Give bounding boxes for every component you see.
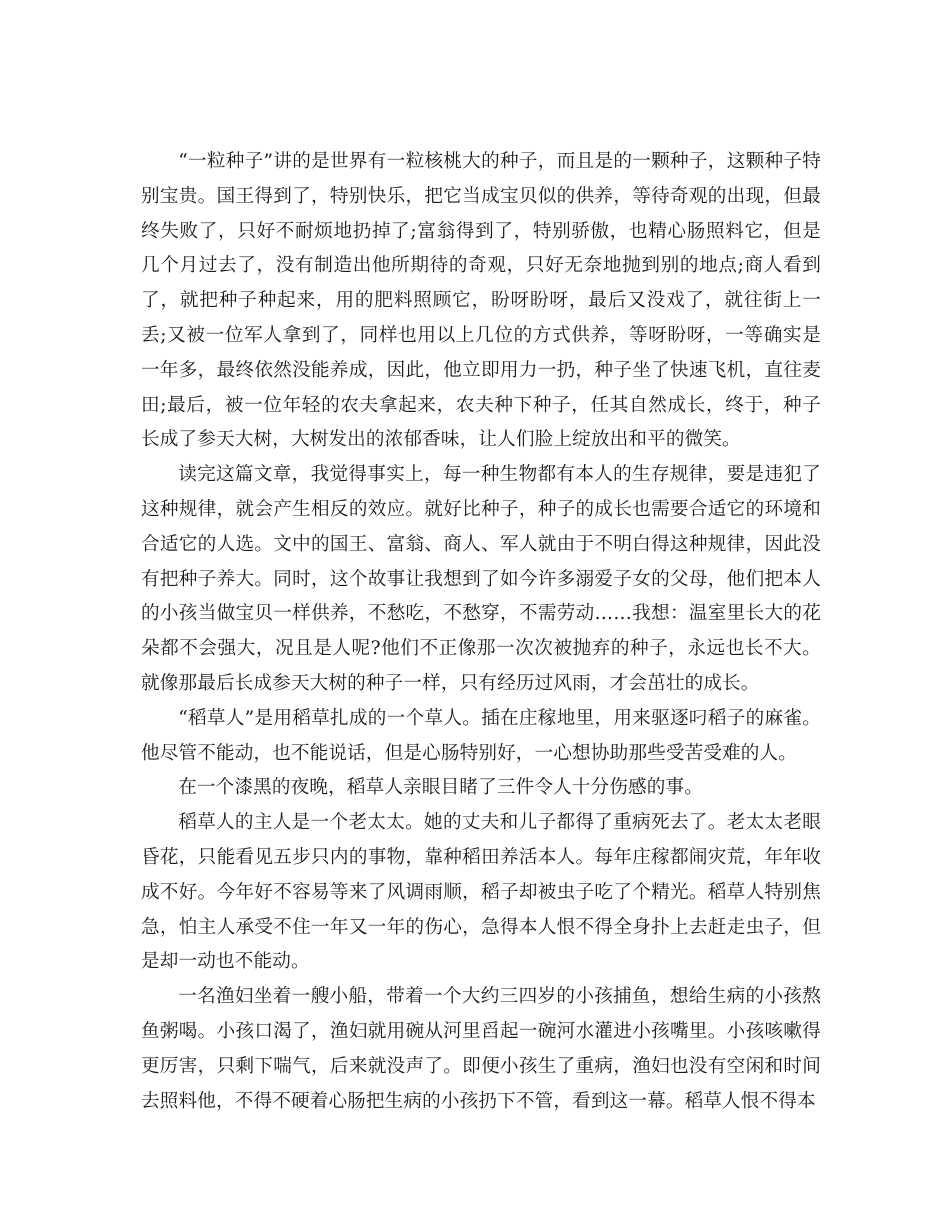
paragraph-old-lady: 稻草人的主人是一个老太太。她的丈夫和儿子都得了重病死去了。老太太老眼昏花，只能看见五步只内的事物，靠种稻田养活本人。每年庄稼都闹灾荒，年年收成不好。今年好不容易等来了风调雨顺，稻子却被虫子吃了个精光。稻草人特别焦急，怕主人承受不住一年又一年的伤心，急得本人恨不得全身扑上去赶走虫子，但是却一动也不能动。	[141, 812, 821, 973]
paragraph-dark-night: 在一个漆黑的夜晚，稻草人亲眼目睹了三件令人十分伤感的事。	[178, 777, 704, 799]
paragraph-fisherwoman: 一名渔妇坐着一艘小船，带着一个大约三四岁的小孩捕鱼，想给生病的小孩熬鱼粥喝。小孩口渴了，渔妇就用碗从河里舀起一碗河水灌进小孩嘴里。小孩咳嗽得更厉害，只剩下喘气，后来就没声了。即便小孩生了重病，渔妇也没有空闲和时间去照料他，不得不硬着心肠把生病的小孩扔下不管，看到这一幕。稻草人恨不得本	[141, 986, 821, 1112]
paragraph-scarecrow-intro: “稻草人”是用稻草扎成的一个草人。插在庄稼地里，用来驱逐叼稻子的麻雀。他尽管不能动，也不能说话，但是心肠特别好，一心想协助那些受苦受难的人。	[141, 707, 821, 764]
document-body	[141, 145, 821, 1119]
paragraph-seed-story: “一粒种子”讲的是世界有一粒核桃大的种子，而且是的一颗种子，这颗种子特别宝贵。国王得到了，特别快乐，把它当成宝贝似的供养，等待奇观的出现，但最终失败了，只好不耐烦地扔掉了;富翁得到了，特别骄傲，也精心肠照料它，但是几个月过去了，没有制造出他所期待的奇观，只好无奈地抛到别的地点;商人看到了，就把种子种起来，用的肥料照顾它，盼呀盼呀，最后又没戏了，就往街上一丢;又被一位军人拿到了，同样也用以上几位的方式供养，等呀盼呀，一等确实是一年多，最终依然没能养成，因此，他立即用力一扔，种子坐了快速飞机，直往麦田;最后，被一位年轻的农夫拿起来，农夫种下种子，任其自然成长，终于，种子长成了参天大树，大树发出的浓郁香味，让人们脸上绽放出和平的微笑。	[141, 151, 821, 451]
paragraph-reflection: 读完这篇文章，我觉得事实上，每一种生物都有本人的生存规律，要是违犯了这种规律，就会产生相反的效应。就好比种子，种子的成长也需要合适它的环境和合适它的人选。文中的国王、富翁、商人、军人就由于不明白得这种规律，因此没有把种子养大。同时，这个故事让我想到了如今许多溺爱子女的父母，他们把本人的小孩当做宝贝一样供养，不愁吃，不愁穿，不需劳动……我想：温室里长大的花朵都不会强大，况且是人呢?他们不正像那一次次被抛弃的种子，永远也长不大。就像那最后长成参天大树的种子一样，只有经历过风雨，才会茁壮的成长。	[141, 464, 821, 694]
